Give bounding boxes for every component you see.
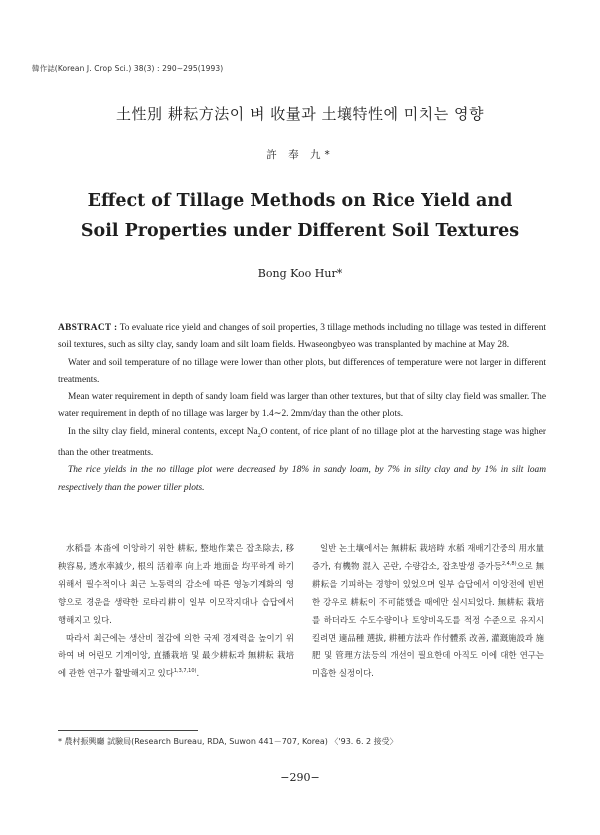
subscript-2: 2 [257, 432, 261, 439]
body-left-paragraph-2 [58, 630, 294, 684]
journal-reference: 韓作誌(Korean J. Crop Sci.) 38(3) : 290∼295(1993) [32, 64, 224, 73]
body-left-text-2: 따라서 최근에는 생산비 절감에 의한 국제 경제력을 높이기 위하여 벼 어린모 기계이앙, 直播栽培 및 最少耕耘과 無耕耘 栽培에 관한 연구가 활발해지고 있다 [58, 632, 294, 679]
english-author: Bong Koo Hur* [257, 267, 343, 280]
body-left-text-2-end: . [196, 668, 200, 679]
page-number: −290− [280, 771, 320, 784]
abstract-paragraph-3: Mean water requirement in depth of sandy loam field was larger than other textures, but that of silty clay field was smaller. The water requirement in depth of no tillage was larger by 1.4∼2. 2mm/day than the other plots. [58, 392, 546, 420]
body-left-paragraph-1: 水稻를 本畓에 이앙하기 위한 耕耘, 整地作業은 잡초除去, 移秧容易, 透水率減少, 根의 活着率 向上과 地面을 均平하게 하기 위해서 필수적이나 최근 노동력의 감소에 따른 영농기계화의 영향으로 경운을 생략한 로타리耕이 일부 이모작지대나 습답에서 행해지고 있다. [58, 543, 294, 625]
english-title-line1: Effect of Tillage Methods on Rice Yield and [87, 191, 513, 211]
abstract-paragraph-5: The rice yields in the no tillage plot were decreased by 18% in sandy loam, by 7% in silty clay and by 1% in silt loam respectively than the power tiller plots. [58, 465, 546, 493]
body-right-text-1b: 으로 無耕耘을 기피하는 경향이 있었으며 일부 습답에서 이앙전에 빈번한 강우로 耕耘이 不可能했을 때에만 실시되었다. 無耕耘 栽培를 하더라도 수도수량이나 토양비옥도를 적정 수준으로 유지시킬려면 適品種 選拔, 耕種方法과 作付體系 改善, 灌漑施設과 施肥 및 管理方法등의 개선이 필요한데 아직도 이에 대한 연구는 미흡한 실정이다. [312, 560, 545, 679]
abstract-paragraph-2: Water and soil temperature of no tillage were lower than other plots, but differences of temperature were not larger in different treatments. [58, 357, 546, 385]
body-right-text-1a: 일반 논土壤에서는 無耕耘 栽培時 水稻 재배기간중의 用水量 증가, 有機物 混入 곤란, 수량감소, 잡초발생 증가등 [312, 543, 544, 571]
abstract-text-1: To evaluate rice yield and changes of soil properties, 3 tillage methods including no tillage was tested in different soil textures, such as silty clay, sandy loam and silt loam fields. Hwaseongbyeo was transplanted by machine at May 28. [58, 323, 546, 351]
citation-ref: 1,3,7,10) [173, 668, 197, 675]
abstract-paragraph-1 [58, 320, 546, 355]
abstract-text-4a: In the silty clay field, mineral contents, except Na [68, 426, 258, 437]
footnote-divider [58, 730, 198, 731]
abstract [58, 320, 546, 497]
english-title [0, 186, 600, 246]
body-column-left [58, 540, 294, 683]
footnote: * 農村振興廳 試驗局(Research Bureau, RDA, Suwon 441－707, Korea) 〈'93. 6. 2 接受〉 [58, 737, 398, 746]
body-right-paragraph-1 [312, 540, 544, 683]
korean-title: 土性別 耕耘方法이 벼 收量과 土壤特性에 미치는 영향 [115, 105, 485, 123]
abstract-label: ABSTRACT : [58, 323, 118, 333]
korean-author: 許 奉 九* [266, 149, 334, 161]
english-title-line2: Soil Properties under Different Soil Textures [80, 221, 520, 241]
citation-ref: 2,4,8) [501, 561, 517, 568]
abstract-paragraph-4 [58, 424, 546, 462]
body-column-right [312, 540, 544, 683]
abstract-text-4b: O content, of rice plant of no tillage plot at the harvesting stage was higher than the other treatments. [58, 426, 546, 458]
